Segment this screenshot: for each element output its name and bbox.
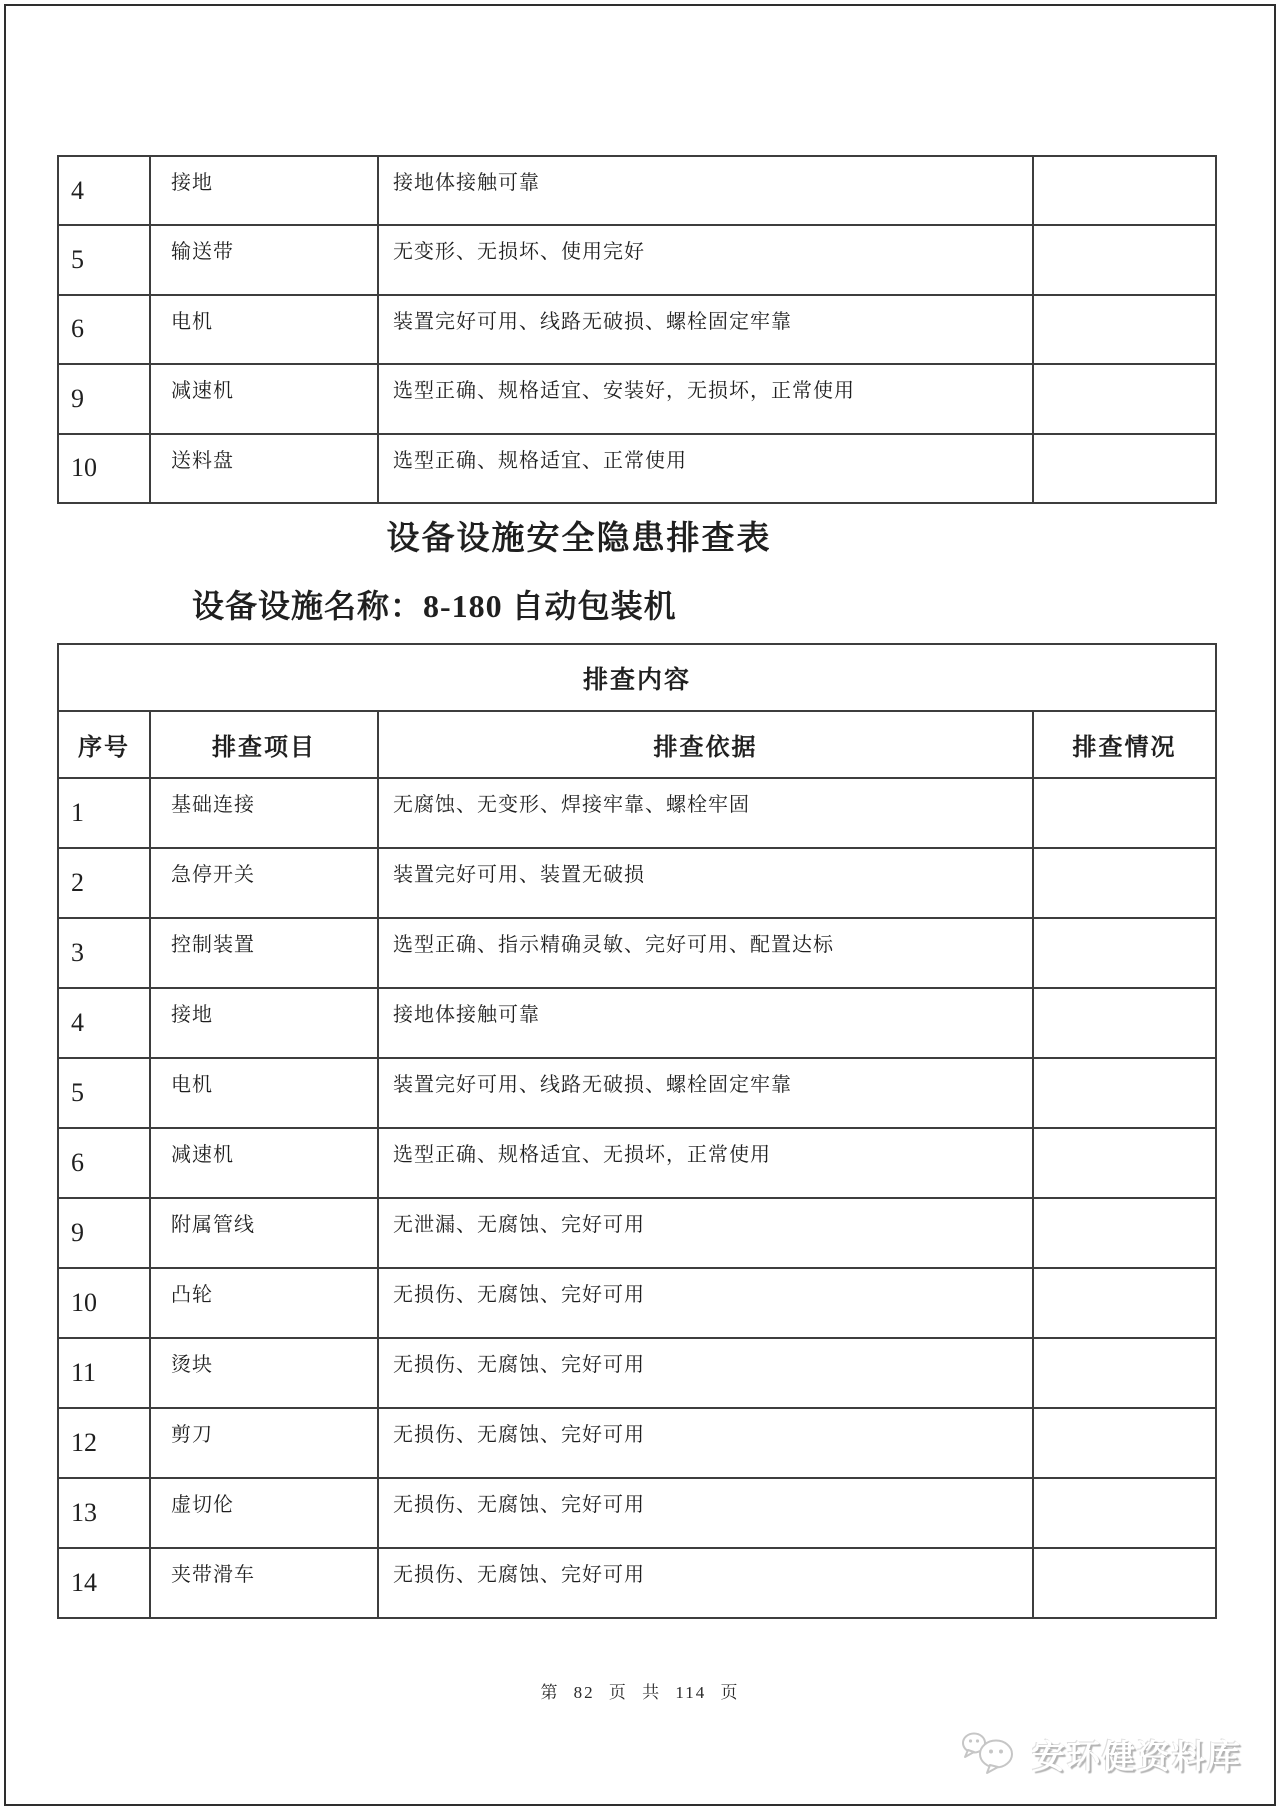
inspection-item-cell: 减速机 [150, 1128, 378, 1198]
inspection-item-cell: 附属管线 [150, 1198, 378, 1268]
row-number-cell: 11 [58, 1338, 150, 1408]
inspection-basis-cell: 装置完好可用、装置无破损 [378, 848, 1033, 918]
inspection-basis-cell: 无变形、无损坏、使用完好 [378, 225, 1033, 294]
row-number-cell: 14 [58, 1548, 150, 1618]
inspection-basis-cell: 无泄漏、无腐蚀、完好可用 [378, 1198, 1033, 1268]
section-header-cell: 排查内容 [58, 644, 1216, 711]
inspection-basis-cell: 接地体接触可靠 [378, 988, 1033, 1058]
equipment-name-subtitle: 设备设施名称：8-180 自动包装机 [192, 588, 677, 624]
inspection-item-cell: 烫块 [150, 1338, 378, 1408]
table-row [58, 1408, 1216, 1478]
row-number-cell: 6 [58, 1128, 150, 1198]
inspection-basis-cell: 无损伤、无腐蚀、完好可用 [378, 1268, 1033, 1338]
row-number-cell: 9 [58, 1198, 150, 1268]
table-row [58, 225, 1216, 294]
row-number-cell: 10 [58, 1268, 150, 1338]
inspection-item-cell: 基础连接 [150, 778, 378, 848]
column-header-basis: 排查依据 [378, 711, 1033, 778]
table-row [58, 1548, 1216, 1618]
table-row [58, 1268, 1216, 1338]
section-header-row [58, 644, 1216, 711]
inspection-item-cell: 减速机 [150, 364, 378, 433]
inspection-basis-cell: 无损伤、无腐蚀、完好可用 [378, 1548, 1033, 1618]
row-number-cell: 9 [58, 364, 150, 433]
table-row [58, 1478, 1216, 1548]
inspection-status-cell [1033, 1548, 1216, 1618]
inspection-status-cell [1033, 1338, 1216, 1408]
inspection-status-cell [1033, 1408, 1216, 1478]
row-number-cell: 4 [58, 988, 150, 1058]
column-header-num: 序号 [58, 711, 150, 778]
row-number-cell: 12 [58, 1408, 150, 1478]
inspection-basis-cell: 无损伤、无腐蚀、完好可用 [378, 1408, 1033, 1478]
inspection-basis-cell: 无损伤、无腐蚀、完好可用 [378, 1478, 1033, 1548]
inspection-basis-cell: 装置完好可用、线路无破损、螺栓固定牢靠 [378, 295, 1033, 364]
watermark [960, 1730, 1242, 1778]
inspection-status-cell [1033, 848, 1216, 918]
inspection-status-cell [1033, 156, 1216, 225]
table-row [58, 848, 1216, 918]
table-row [58, 295, 1216, 364]
table-row [58, 1338, 1216, 1408]
table-row [58, 156, 1216, 225]
inspection-item-cell: 电机 [150, 295, 378, 364]
inspection-item-cell: 接地 [150, 988, 378, 1058]
inspection-item-cell: 急停开关 [150, 848, 378, 918]
inspection-status-cell [1033, 988, 1216, 1058]
inspection-basis-cell: 接地体接触可靠 [378, 156, 1033, 225]
inspection-basis-cell: 选型正确、规格适宜、无损坏，正常使用 [378, 1128, 1033, 1198]
row-number-cell: 13 [58, 1478, 150, 1548]
row-number-cell: 10 [58, 434, 150, 503]
column-header-status: 排查情况 [1033, 711, 1216, 778]
row-number-cell: 3 [58, 918, 150, 988]
table-row [58, 778, 1216, 848]
inspection-status-cell [1033, 295, 1216, 364]
inspection-item-cell: 输送带 [150, 225, 378, 294]
row-number-cell: 1 [58, 778, 150, 848]
inspection-status-cell [1033, 1478, 1216, 1548]
inspection-basis-cell: 选型正确、指示精确灵敏、完好可用、配置达标 [378, 918, 1033, 988]
inspection-item-cell: 控制装置 [150, 918, 378, 988]
inspection-status-cell [1033, 1198, 1216, 1268]
inspection-item-cell: 送料盘 [150, 434, 378, 503]
wechat-bubbles-icon [960, 1730, 1022, 1778]
inspection-status-cell [1033, 434, 1216, 503]
table-row [58, 364, 1216, 433]
inspection-status-cell [1033, 1058, 1216, 1128]
row-number-cell: 6 [58, 295, 150, 364]
inspection-item-cell: 虚切伦 [150, 1478, 378, 1548]
inspection-basis-cell: 装置完好可用、线路无破损、螺栓固定牢靠 [378, 1058, 1033, 1128]
table-row [58, 1058, 1216, 1128]
table-row [58, 1198, 1216, 1268]
inspection-status-cell [1033, 225, 1216, 294]
inspection-basis-cell: 无腐蚀、无变形、焊接牢靠、螺栓牢固 [378, 778, 1033, 848]
table-row [58, 988, 1216, 1058]
inspection-basis-cell: 无损伤、无腐蚀、完好可用 [378, 1338, 1033, 1408]
table-row [58, 434, 1216, 503]
inspection-item-cell: 夹带滑车 [150, 1548, 378, 1618]
inspection-status-cell [1033, 1128, 1216, 1198]
inspection-basis-cell: 选型正确、规格适宜、正常使用 [378, 434, 1033, 503]
column-header-row [58, 711, 1216, 778]
row-number-cell: 2 [58, 848, 150, 918]
watermark-text: 安环健资料库 [1032, 1739, 1242, 1776]
equipment-checklist-table-top [57, 155, 1217, 504]
row-number-cell: 4 [58, 156, 150, 225]
inspection-item-cell: 剪刀 [150, 1408, 378, 1478]
column-header-item: 排查项目 [150, 711, 378, 778]
table-row [58, 1128, 1216, 1198]
inspection-item-cell: 凸轮 [150, 1268, 378, 1338]
inspection-status-cell [1033, 364, 1216, 433]
page-number: 第 82 页 共 114 页 [540, 1683, 740, 1702]
inspection-item-cell: 接地 [150, 156, 378, 225]
inspection-item-cell: 电机 [150, 1058, 378, 1128]
page-title: 设备设施安全隐患排查表 [386, 521, 772, 557]
equipment-checklist-table-main [57, 643, 1217, 1619]
row-number-cell: 5 [58, 1058, 150, 1128]
inspection-status-cell [1033, 1268, 1216, 1338]
inspection-basis-cell: 选型正确、规格适宜、安装好，无损坏，正常使用 [378, 364, 1033, 433]
table-row [58, 918, 1216, 988]
inspection-status-cell [1033, 778, 1216, 848]
inspection-status-cell [1033, 918, 1216, 988]
row-number-cell: 5 [58, 225, 150, 294]
